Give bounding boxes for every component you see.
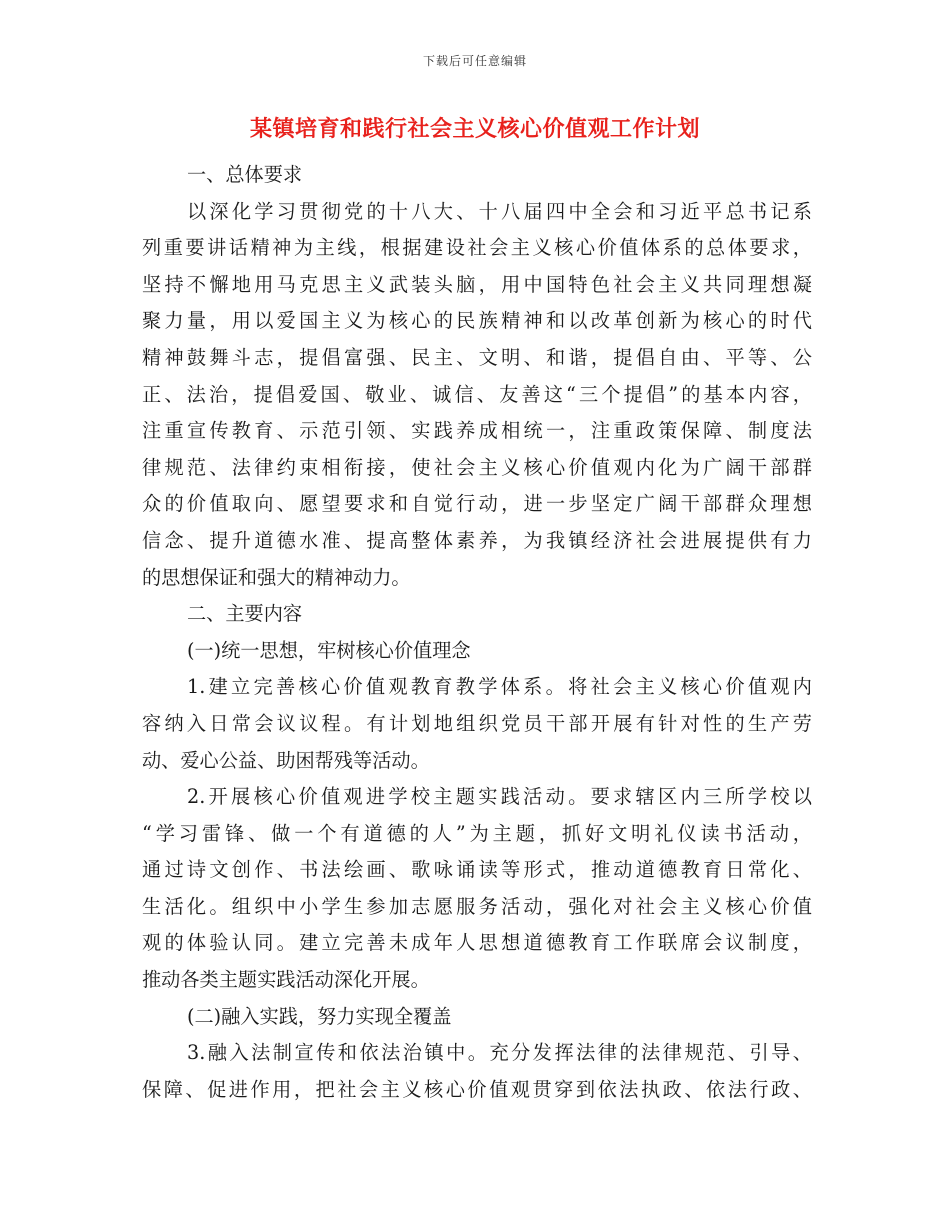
- body-line: 生活化。组织中小学生参加志愿服务活动，强化对社会主义核心价值: [142, 894, 812, 918]
- body-line: (一)统一思想，牢树核心价值理念: [187, 638, 471, 662]
- body-line: 一、总体要求: [187, 163, 303, 186]
- body-line: 动、爱心公益、助困帮残等活动。: [142, 748, 430, 772]
- body-line: (二)融入实践，努力实现全覆盖: [187, 1004, 452, 1028]
- body-line: 容纳入日常会议议程。有计划地组织党员干部开展有针对性的生产劳: [142, 711, 812, 735]
- body-line: 坚持不懈地用马克思主义武装头脑，用中国特色社会主义共同理想凝: [142, 272, 812, 296]
- body-line: 通过诗文创作、书法绘画、歌咏诵读等形式，推动道德教育日常化、: [142, 858, 812, 882]
- body-line: 以深化学习贯彻党的十八大、十八届四中全会和习近平总书记系: [187, 199, 812, 223]
- document-body: [142, 157, 812, 1108]
- body-line: 2.开展核心价值观进学校主题实践活动。要求辖区内三所学校以: [187, 785, 812, 809]
- body-line: 的思想保证和强大的精神动力。: [142, 565, 411, 589]
- body-line: 1.建立完善核心价值观教育教学体系。将社会主义核心价值观内: [187, 675, 812, 699]
- body-line: 观的体验认同。建立完善未成年人思想道德教育工作联席会议制度，: [142, 931, 812, 955]
- body-line: 列重要讲话精神为主线，根据建设社会主义核心价值体系的总体要求，: [142, 236, 812, 260]
- body-line: 精神鼓舞斗志，提倡富强、民主、文明、和谐，提倡自由、平等、公: [142, 345, 812, 369]
- body-line: 正、法治，提倡爱国、敬业、诚信、友善这“三个提倡”的基本内容，: [142, 382, 812, 406]
- body-line: 3.融入法制宣传和依法治镇中。充分发挥法律的法律规范、引导、: [187, 1041, 812, 1065]
- body-line: 聚力量，用以爱国主义为核心的民族精神和以改革创新为核心的时代: [142, 309, 812, 333]
- document-title: 某镇培育和践行社会主义核心价值观工作计划: [249, 117, 700, 142]
- body-line: 保障、促进作用，把社会主义核心价值观贯穿到依法执政、依法行政、: [142, 1077, 812, 1101]
- page-header-note: 下载后可任意编辑: [422, 54, 527, 68]
- body-line: 众的价值取向、愿望要求和自觉行动，进一步坚定广阔干部群众理想: [142, 492, 812, 516]
- body-line: “学习雷锋、做一个有道德的人”为主题，抓好文明礼仪读书活动，: [142, 821, 812, 845]
- body-line: 注重宣传教育、示范引领、实践养成相统一，注重政策保障、制度法: [142, 419, 812, 443]
- body-line: 二、主要内容: [187, 602, 303, 626]
- body-line: 信念、提升道德水准、提高整体素养，为我镇经济社会进展提供有力: [142, 528, 812, 552]
- body-line: 律规范、法律约束相衔接，使社会主义核心价值观内化为广阔干部群: [142, 455, 812, 479]
- body-line: 推动各类主题实践活动深化开展。: [142, 968, 430, 992]
